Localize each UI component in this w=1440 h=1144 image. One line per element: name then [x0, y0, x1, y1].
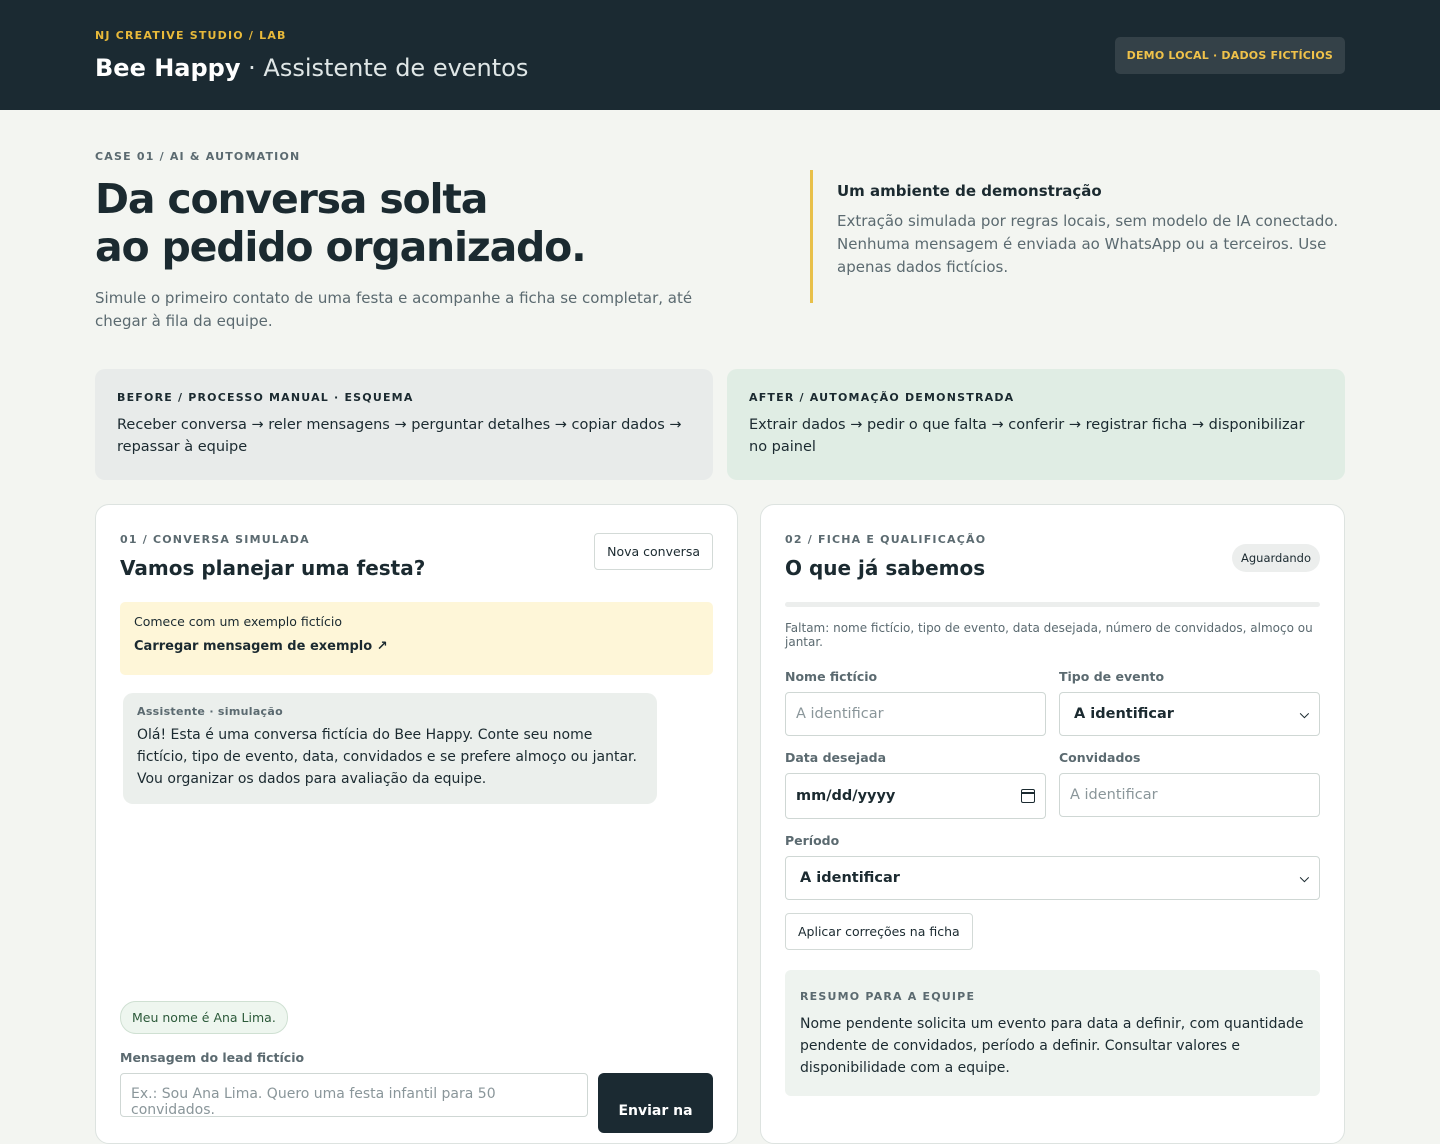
hero-intro [95, 150, 735, 333]
app-title [95, 54, 528, 82]
form-title: O que já sabemos [785, 556, 986, 580]
message-label: Mensagem do lead fictício [120, 1050, 305, 1065]
title-line-2: ao pedido organizado. [95, 223, 586, 271]
missing-fields-text: Faltam: nome fictício, tipo de evento, data desejada, número de convidados, almoço ou jantar. [785, 621, 1313, 649]
message-input[interactable]: Ex.: Sou Ana Lima. Quero uma festa infantil para 50 convidados. [120, 1073, 588, 1117]
event-type-select[interactable] [1059, 692, 1320, 736]
brand-kicker: NJ CREATIVE STUDIO / LAB [95, 28, 287, 42]
before-label: BEFORE / PROCESSO MANUAL · ESQUEMA [117, 391, 414, 404]
date-field-group [785, 750, 1046, 819]
chat-title: Vamos planejar uma festa? [120, 556, 426, 580]
period-value: A identificar [800, 870, 900, 886]
period-field-group [785, 833, 1320, 900]
message-author: Assistente · simulação [137, 705, 283, 718]
hero-subtitle: Simule o primeiro contato de uma festa e acompanhe a ficha se completar, até chegar à fila da equipe. [95, 289, 693, 330]
lead-form-panel [760, 504, 1345, 1144]
before-steps: Receber conversa → reler mensagens → perguntar detalhes → copiar dados → repassar à equipe [117, 417, 682, 455]
top-header [0, 0, 1440, 110]
event-type-value: A identificar [1074, 706, 1174, 722]
form-panel-header [785, 533, 1320, 580]
chevron-down-icon: ⌵ [1299, 706, 1309, 721]
case-kicker: CASE 01 / AI & AUTOMATION [95, 150, 301, 163]
date-label: Data desejada [785, 750, 887, 765]
guests-input[interactable]: A identificar [1059, 773, 1320, 817]
guests-field-group [1059, 750, 1320, 819]
apply-corrections-button[interactable]: Aplicar correções na ficha [785, 913, 973, 950]
status-badge: Aguardando [1232, 544, 1320, 572]
period-select[interactable] [785, 856, 1320, 900]
event-type-field-group [1059, 669, 1320, 736]
example-prompt-box [120, 602, 713, 675]
date-input[interactable] [785, 773, 1046, 819]
send-button[interactable]: Enviar na [598, 1073, 713, 1133]
after-steps: Extrair dados → pedir o que falta → conferir → registrar ficha → disponibilizar no painel [749, 417, 1305, 455]
after-card [727, 369, 1345, 480]
brand-block [95, 29, 528, 82]
brand-name: Bee Happy [95, 53, 241, 82]
suggestion-chip[interactable]: Meu nome é Ana Lima. [120, 1001, 288, 1034]
summary-text: Nome pendente solicita um evento para data a definir, com quantidade pendente de convidados, período a definir. Consultar valores e disponibilidade com a equipe. [800, 1016, 1304, 1076]
before-after-comparison [0, 369, 1440, 480]
new-conversation-button[interactable]: Nova conversa [594, 533, 713, 570]
calendar-icon[interactable] [1021, 789, 1035, 803]
workspace-panels [0, 504, 1440, 1144]
event-type-label: Tipo de evento [1059, 669, 1165, 684]
period-label: Período [785, 833, 840, 848]
demo-badge: DEMO LOCAL · DADOS FICTÍCIOS [1115, 37, 1345, 74]
form-kicker: 02 / FICHA E QUALIFICAÇÃO [785, 533, 987, 546]
app-subtitle: · Assistente de eventos [248, 53, 529, 82]
chevron-down-icon: ⌵ [1299, 870, 1309, 885]
completion-progress-bar [785, 602, 1320, 607]
chat-kicker: 01 / CONVERSA SIMULADA [120, 533, 310, 546]
lead-form-fields [785, 669, 1320, 900]
summary-label: RESUMO PARA A EQUIPE [800, 990, 976, 1003]
chat-panel [95, 504, 738, 1144]
chat-heading [120, 533, 425, 580]
example-subtitle: Comece com um exemplo fictício [134, 614, 343, 629]
chat-panel-header [120, 533, 713, 580]
hero-section [0, 110, 1440, 333]
load-example-link[interactable]: Carregar mensagem de exemplo ↗ [134, 639, 388, 654]
demo-note-title: Um ambiente de demonstração [837, 182, 1102, 200]
page-title [95, 175, 735, 271]
team-summary [785, 970, 1320, 1096]
message-text: Olá! Esta é uma conversa fictícia do Bee Happy. Conte seu nome fictício, tipo de evento, data, convidados e se prefere almoço ou jantar. Vou organizar os dados para avaliação da equipe. [137, 727, 637, 787]
name-input[interactable]: A identificar [785, 692, 1046, 736]
title-line-1: Da conversa solta [95, 175, 488, 223]
after-label: AFTER / AUTOMAÇÃO DEMONSTRADA [749, 391, 1015, 404]
guests-label: Convidados [1059, 750, 1141, 765]
name-label: Nome fictício [785, 669, 878, 684]
date-value: mm/dd/yyyy [796, 788, 896, 804]
form-heading [785, 533, 986, 580]
assistant-message [123, 693, 657, 804]
demo-note-body: Extração simulada por regras locais, sem modelo de IA conectado. Nenhuma mensagem é enviada ao WhatsApp ou a terceiros. Use apenas dados fictícios. [837, 212, 1339, 276]
demo-note [810, 170, 1345, 303]
name-field-group [785, 669, 1046, 736]
before-card [95, 369, 713, 480]
